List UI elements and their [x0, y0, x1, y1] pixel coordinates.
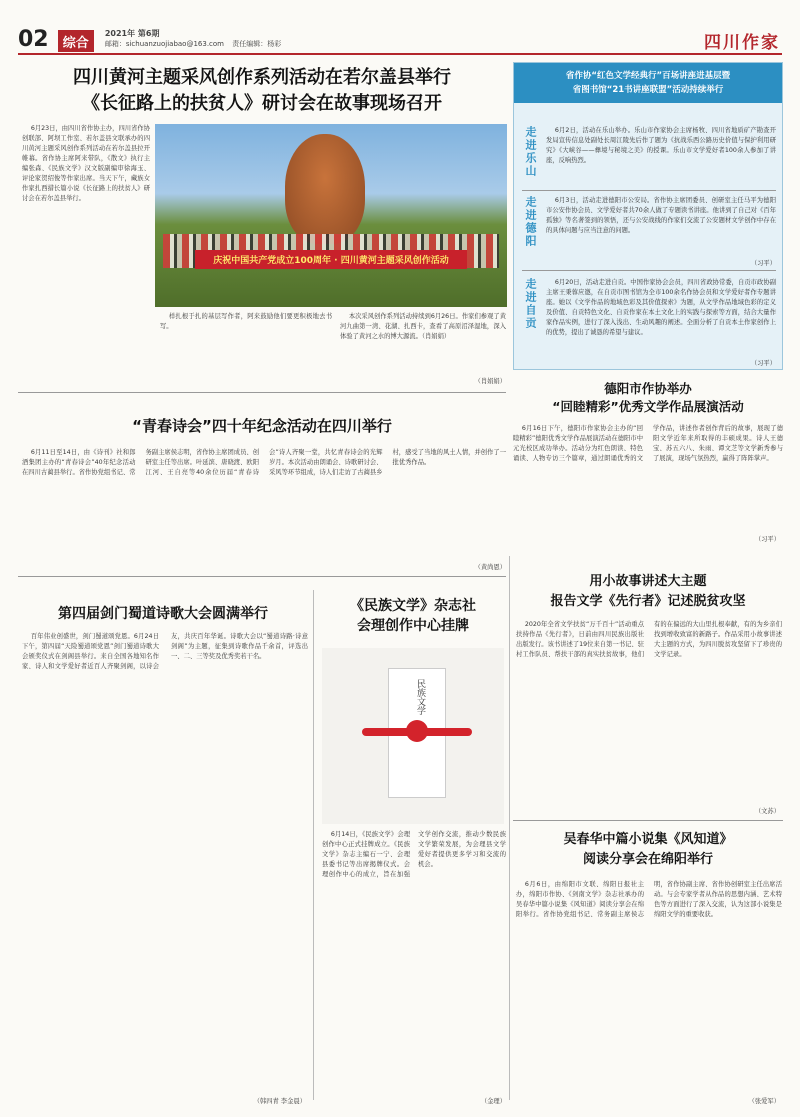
- xianxingzhe-title-line2: 报告文学《先行者》记述脱贫攻坚: [550, 594, 746, 609]
- page-header: [18, 28, 438, 52]
- ribbon-bow: [406, 720, 428, 742]
- zigong-text: [546, 278, 776, 358]
- lead-col2: [160, 312, 332, 372]
- red-rock-monument: [285, 134, 365, 244]
- deyang-text: [546, 196, 776, 258]
- label-deyang: 走进德阳: [524, 196, 537, 248]
- xianxingzhe-text: 2020年全省文学扶贫“万千百十”活动重点扶持作品《先行者》，日前由四川民族出版社出版发行。该书讲述了19位来自第一书记、驻村工作队员、帮扶干部的真实扶贫故事，他们有的在偏远的大山里扎根奉献，有的为乡亲们找到增收致富的新路子。作品采用小故事讲述大主题的方式，为四川脱贫攻坚留下了珍贵的文学记录。: [516, 621, 782, 658]
- minzu-photo: [322, 648, 504, 824]
- minzu-body: [322, 830, 506, 1094]
- qingchun-title: “青春诗会”四十年纪念活动在四川举行: [132, 417, 392, 435]
- divider-qingchun: [18, 392, 506, 393]
- lead-col3-text: 本次采风创作系列活动持续到6月26日。作家们参观了黄河九曲第一湾、花湖、扎西卡，查看了高原沼泽湿地，深入体验了黄河之水的博大源流。（肖娟娟）: [340, 313, 506, 340]
- deyang-text-body: 6月3日，活动走进德阳市公安局。省作协主席团委员、创研室主任马平为德阳市公安作协会员、文学爱好者共70余人做了专题读书讲座。他讲到了自己对《百年孤独》等名著签到的领悟，还与公安战线的作家们交流了公安题材文学创作中存在的具体问题与应当注意的问题。: [546, 197, 776, 234]
- brand-logo: 四川作家: [704, 33, 780, 53]
- deyang-article-text: 6月16日下午，德阳市作家协会主办的“回睦精彩”德阳优秀文学作品展演活动在德阳市中元光校区成功举办。活动分为红色朗读、特色诵读、人物专访三个篇章，通过朗诵优秀的文学作品，讲述作者创作背后的故事，展现了德阳文学近年来所取得的丰硕成果。诗人王德宝、苏五六八、朱雨、谭文芝等文学新秀参与了展演，现场气氛热烈，赢得了阵阵掌声。: [513, 425, 783, 462]
- qingchun-sign: （黄尚恩）: [474, 564, 506, 571]
- jiange-body: [22, 632, 308, 1094]
- zigong-text-body: 6月20日，活动走进自贡。中国作家协会会员，四川省政协常委，自贡市政协副主席王秉蓉应邀，在自贡市图书馆为全市100余名作协会员和文学爱好者作专题讲座。她以《文学作品的地域色彩及其价值探索》为题，从文学作品地域色彩的定义及价值、自贡特色文化、自贡作家在本土文化上的实践与探索等方面，结合大量作家作品实例，进行了深入浅出、生动风趣的阐述。全面分析了自贡本土作家创作上的优势，提出了诚恳的希望与建议。: [546, 279, 776, 336]
- jiange-sign: （韩四青 李金晨）: [253, 1098, 306, 1105]
- issue-meta: [105, 29, 281, 49]
- minzu-text: 6月14日，《民族文学》会理创作中心正式挂牌成立。《民族文学》杂志主编石一宁、会理县委书记等出席揭牌仪式。会理创作中心的成立，旨在加强文学创作交流，推动少数民族文学繁荣发展，为会理县文学爱好者提供更多学习和交流的机会。: [322, 831, 506, 878]
- box-divider-1: [522, 190, 776, 191]
- lead-title-line1: 四川黄河主题采风创作系列活动在若尔盖县举行: [73, 67, 451, 88]
- lead-col3: [340, 312, 506, 372]
- deyang-article-sign: （习平）: [754, 536, 780, 543]
- lecture-header-line2: 省图书馆“21书讲座联盟”活动持续举行: [572, 85, 724, 95]
- fengzhidao-title-line1: 吴春华中篇小说集《风知道》: [563, 832, 733, 847]
- page-number: 02: [18, 28, 49, 52]
- column-divider-mid: [313, 590, 314, 1100]
- zigong-sign: （习平）: [750, 360, 776, 367]
- lead-col2-text: 样扎根于扎的基层写作者，阿来鼓励他们要更积极地去书写。: [160, 313, 332, 330]
- minzu-title-line2: 会理创作中心挂牌: [357, 618, 469, 634]
- fengzhidao-text: 6月6日，由绵阳市文联、绵阳日报社主办，绵阳市作协、《剑南文学》杂志社承办的吴春华中篇小说集《风知道》阅读分享会在绵阳举行。省作协党组书记、常务副主席侯志明，省作协副主席、省作协创研室主任出席活动。与会专家学者从作品的思想内涵、艺术特色等方面进行了深入交流，认为这部小说集是绵阳文学的重要收获。: [516, 881, 782, 918]
- editor-line: 责任编辑：杨彩: [232, 40, 282, 48]
- leshan-text: [546, 126, 776, 186]
- lead-photo: [155, 124, 507, 307]
- header-rule: [18, 53, 782, 55]
- divider-fengzhidao: [513, 820, 783, 821]
- deyang-title-line1: 德阳市作协举办: [604, 381, 692, 396]
- lecture-series-header: [514, 63, 782, 103]
- divider-jiange: [18, 576, 506, 577]
- fengzhidao-body: [516, 880, 782, 1094]
- xianxingzhe-title-line1: 用小故事讲述大主题: [589, 574, 707, 589]
- jiange-title: 第四届剑门蜀道诗歌大会圆满举行: [58, 606, 268, 622]
- fengzhidao-title-line2: 阅读分享会在绵阳举行: [582, 852, 713, 867]
- leshan-text-body: 6月2日，活动在乐山举办。乐山市作家协会主席杨牧、四川省地质矿产勘查开发局宣传信息处副处长周江陵先后作了题为《抗战乐西公路历史价值与保护利用研究》《大峡谷——彝境与秘境之美》的授课。乐山市文学爱好者100余人参加了讲座，反响热烈。: [546, 127, 776, 164]
- lead-sign: （肖娟娟）: [474, 378, 506, 385]
- label-zigong: 走进自贡: [524, 278, 537, 330]
- deyang-article-body: [513, 424, 783, 532]
- qingchun-text: 6月11日至14日，由《诗刊》社和郎酒集团主办的“青春诗会”40年纪念活动在四川古蔺县举行。省作协党组书记、常务副主席侯志明，省作协主席团成员、创研室主任等出席。叶延滨、唐晓渡、欧阳江河、王自亮等40余位历届“青春诗会”诗人齐聚一堂，共忆青春诗会的光辉岁月。本次活动由朗诵会、诗歌研讨会、采风等环节组成，诗人们走访了古蔺县乡村，感受了当地的风土人情，并创作了一批优秀作品。: [22, 449, 506, 476]
- box-divider-2: [522, 270, 776, 271]
- lead-col1: [22, 124, 150, 356]
- email-line: 邮箱：sichuanzuojiabao@163.com: [104, 40, 224, 48]
- deyang-title-line2: “回睦精彩”优秀文学作品展演活动: [552, 399, 744, 414]
- section-label: 综合: [58, 30, 94, 52]
- photo-banner: 庆祝中国共产党成立100周年 · 四川黄河主题采风创作活动: [195, 250, 467, 269]
- minzu-sign: （金理）: [480, 1098, 506, 1105]
- plaque-text: 民族文学: [415, 679, 425, 715]
- xianxingzhe-body: [516, 620, 782, 804]
- lecture-header-line1: 省作协“红色文学经典行”百场讲座进基层暨: [565, 71, 731, 81]
- fengzhidao-sign: （张爱军）: [748, 1098, 780, 1105]
- lead-title-line2: 《长征路上的扶贫人》研讨会在故事现场召开: [82, 93, 442, 114]
- minzu-title-line1: 《民族文学》杂志社: [350, 598, 476, 614]
- label-leshan: 走进乐山: [524, 126, 537, 178]
- deyang-sign: （习平）: [750, 260, 776, 267]
- qingchun-body: [22, 448, 506, 560]
- issue-line: 2021年 第6期: [104, 29, 160, 38]
- column-divider-right: [509, 556, 510, 1100]
- xianxingzhe-sign: （文苏）: [754, 808, 780, 815]
- jiange-text: 百年伟业创盛世，剑门蜀道颂党恩。6月24日下午，第四届“天险蜀道颂党恩”剑门蜀道诗歌大会颁奖仪式在剑阁县举行。来自全国各地知名作家、诗人和文学爱好者近百人齐聚剑阁，以诗会友，共庆百年华诞。诗歌大会以“蜀道诗路·诗意剑阁”为主题，征集到诗歌作品千余首，评选出一、二、三等奖及优秀奖若干名。: [22, 633, 308, 670]
- lead-col1-text: 6月23日，由四川省作协主办，四川省作协创联部、阿坝工作室、若尔盖县文联承办的四川黄河主题采风创作系列活动在若尔盖县拉开帷幕。省作协主席阿来带队，《散文》执行主编张森、《民族文学》汉文版副编审徐海玉、评论家贺绍俊等作家出席。当天下午，藏族女作家扎西措长篇小说《长征路上的扶贫人》研讨会在若尔盖县举行。: [22, 125, 150, 202]
